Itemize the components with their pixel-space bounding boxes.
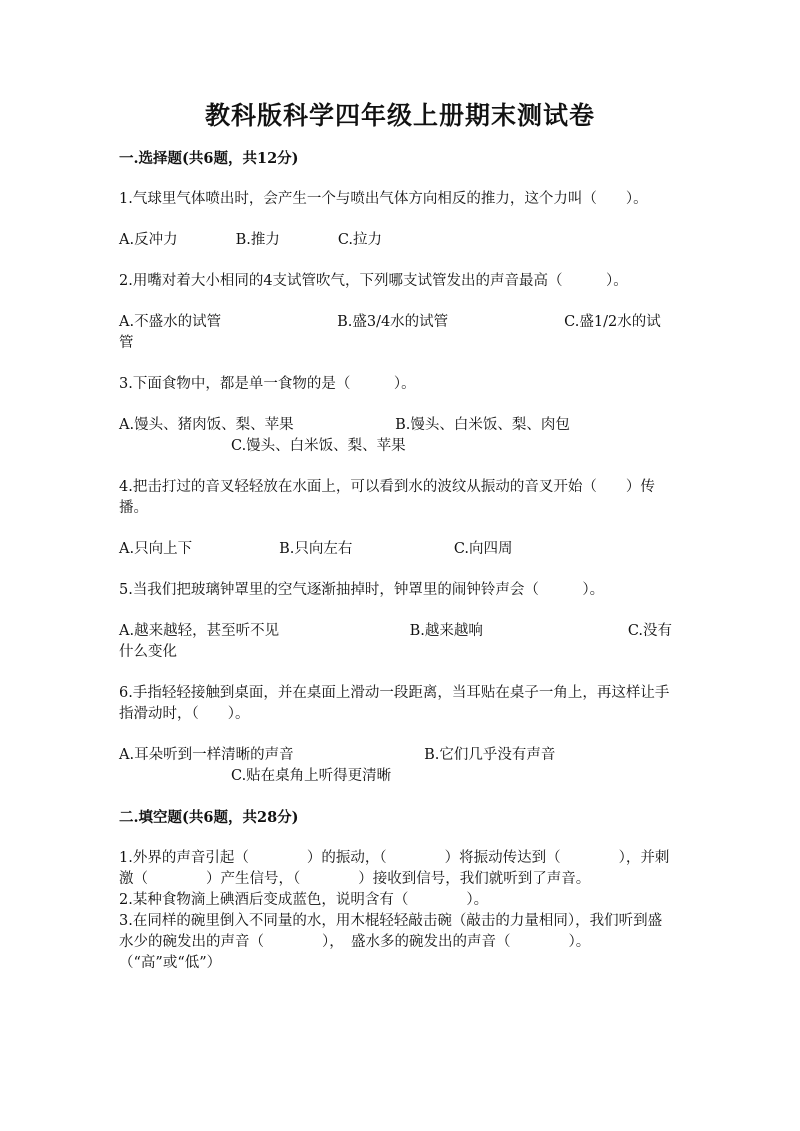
question-options: A.耳朵听到一样清晰的声音 B.它们几乎没有声音 — [119, 747, 556, 763]
section-heading-choice: 一.选择题(共6题，共12分) — [119, 150, 299, 167]
exam-content — [119, 148, 675, 974]
question-options: A.越来越轻，甚至听不见 B.越来越响 C.没有什么变化 — [119, 623, 673, 660]
question-text: 6.手指轻轻接触到桌面，并在桌面上滑动一段距离，当耳贴在桌子一角上，再这样让手指滑动时，（ ）。 — [119, 685, 670, 722]
question-text: 5.当我们把玻璃钟罩里的空气逐渐抽掉时，钟罩里的闹钟铃声会（ ）。 — [119, 582, 605, 598]
question-options-continued: C.贴在桌角上听得更清晰 — [231, 768, 392, 784]
page-title: 教科版科学四年级上册期末测试卷 — [204, 101, 595, 130]
question-options: A.只向上下 B.只向左右 C.向四周 — [119, 541, 513, 557]
question-options-continued: C.馒头、白米饭、梨、苹果 — [231, 438, 406, 454]
question-text: 2.用嘴对着大小相同的4支试管吹气，下列哪支试管发出的声音最高（ ）。 — [119, 273, 628, 289]
question-text: 1.气球里气体喷出时，会产生一个与喷出气体方向相反的推力，这个力叫（ ）。 — [119, 191, 648, 207]
question-text: 3.下面食物中，都是单一食物的是（ ）。 — [119, 376, 416, 392]
fill-question-text: 1.外界的声音引起（ ）的振动，（ ）将振动传达到（ ），并刺激（ ）产生信号，（ ）接收到信号，我们就听到了声音。 — [119, 850, 670, 887]
question-options: A.馒头、猪肉饭、梨、苹果 B.馒头、白米饭、梨、肉包 — [119, 417, 570, 433]
question-options: A.不盛水的试管 B.盛3/4水的试管 C.盛1/2水的试管 — [119, 314, 661, 351]
question-text: 4.把击打过的音叉轻轻放在水面上，可以看到水的波纹从振动的音叉开始（ ）传播。 — [119, 479, 655, 516]
fill-question-text: 3.在同样的碗里倒入不同量的水，用木棍轻轻敲击碗（敲击的力量相同），我们听到盛水少的碗发出的声音（ ）， 盛水多的碗发出的声音（ ）。（“高”或“低”） — [119, 913, 663, 971]
section-heading-fill: 二.填空题(共6题，共28分) — [119, 809, 299, 826]
question-options: A.反冲力 B.推力 C.拉力 — [119, 232, 383, 248]
fill-question-text: 2.某种食物滴上碘酒后变成蓝色，说明含有（ ）。 — [119, 892, 489, 908]
